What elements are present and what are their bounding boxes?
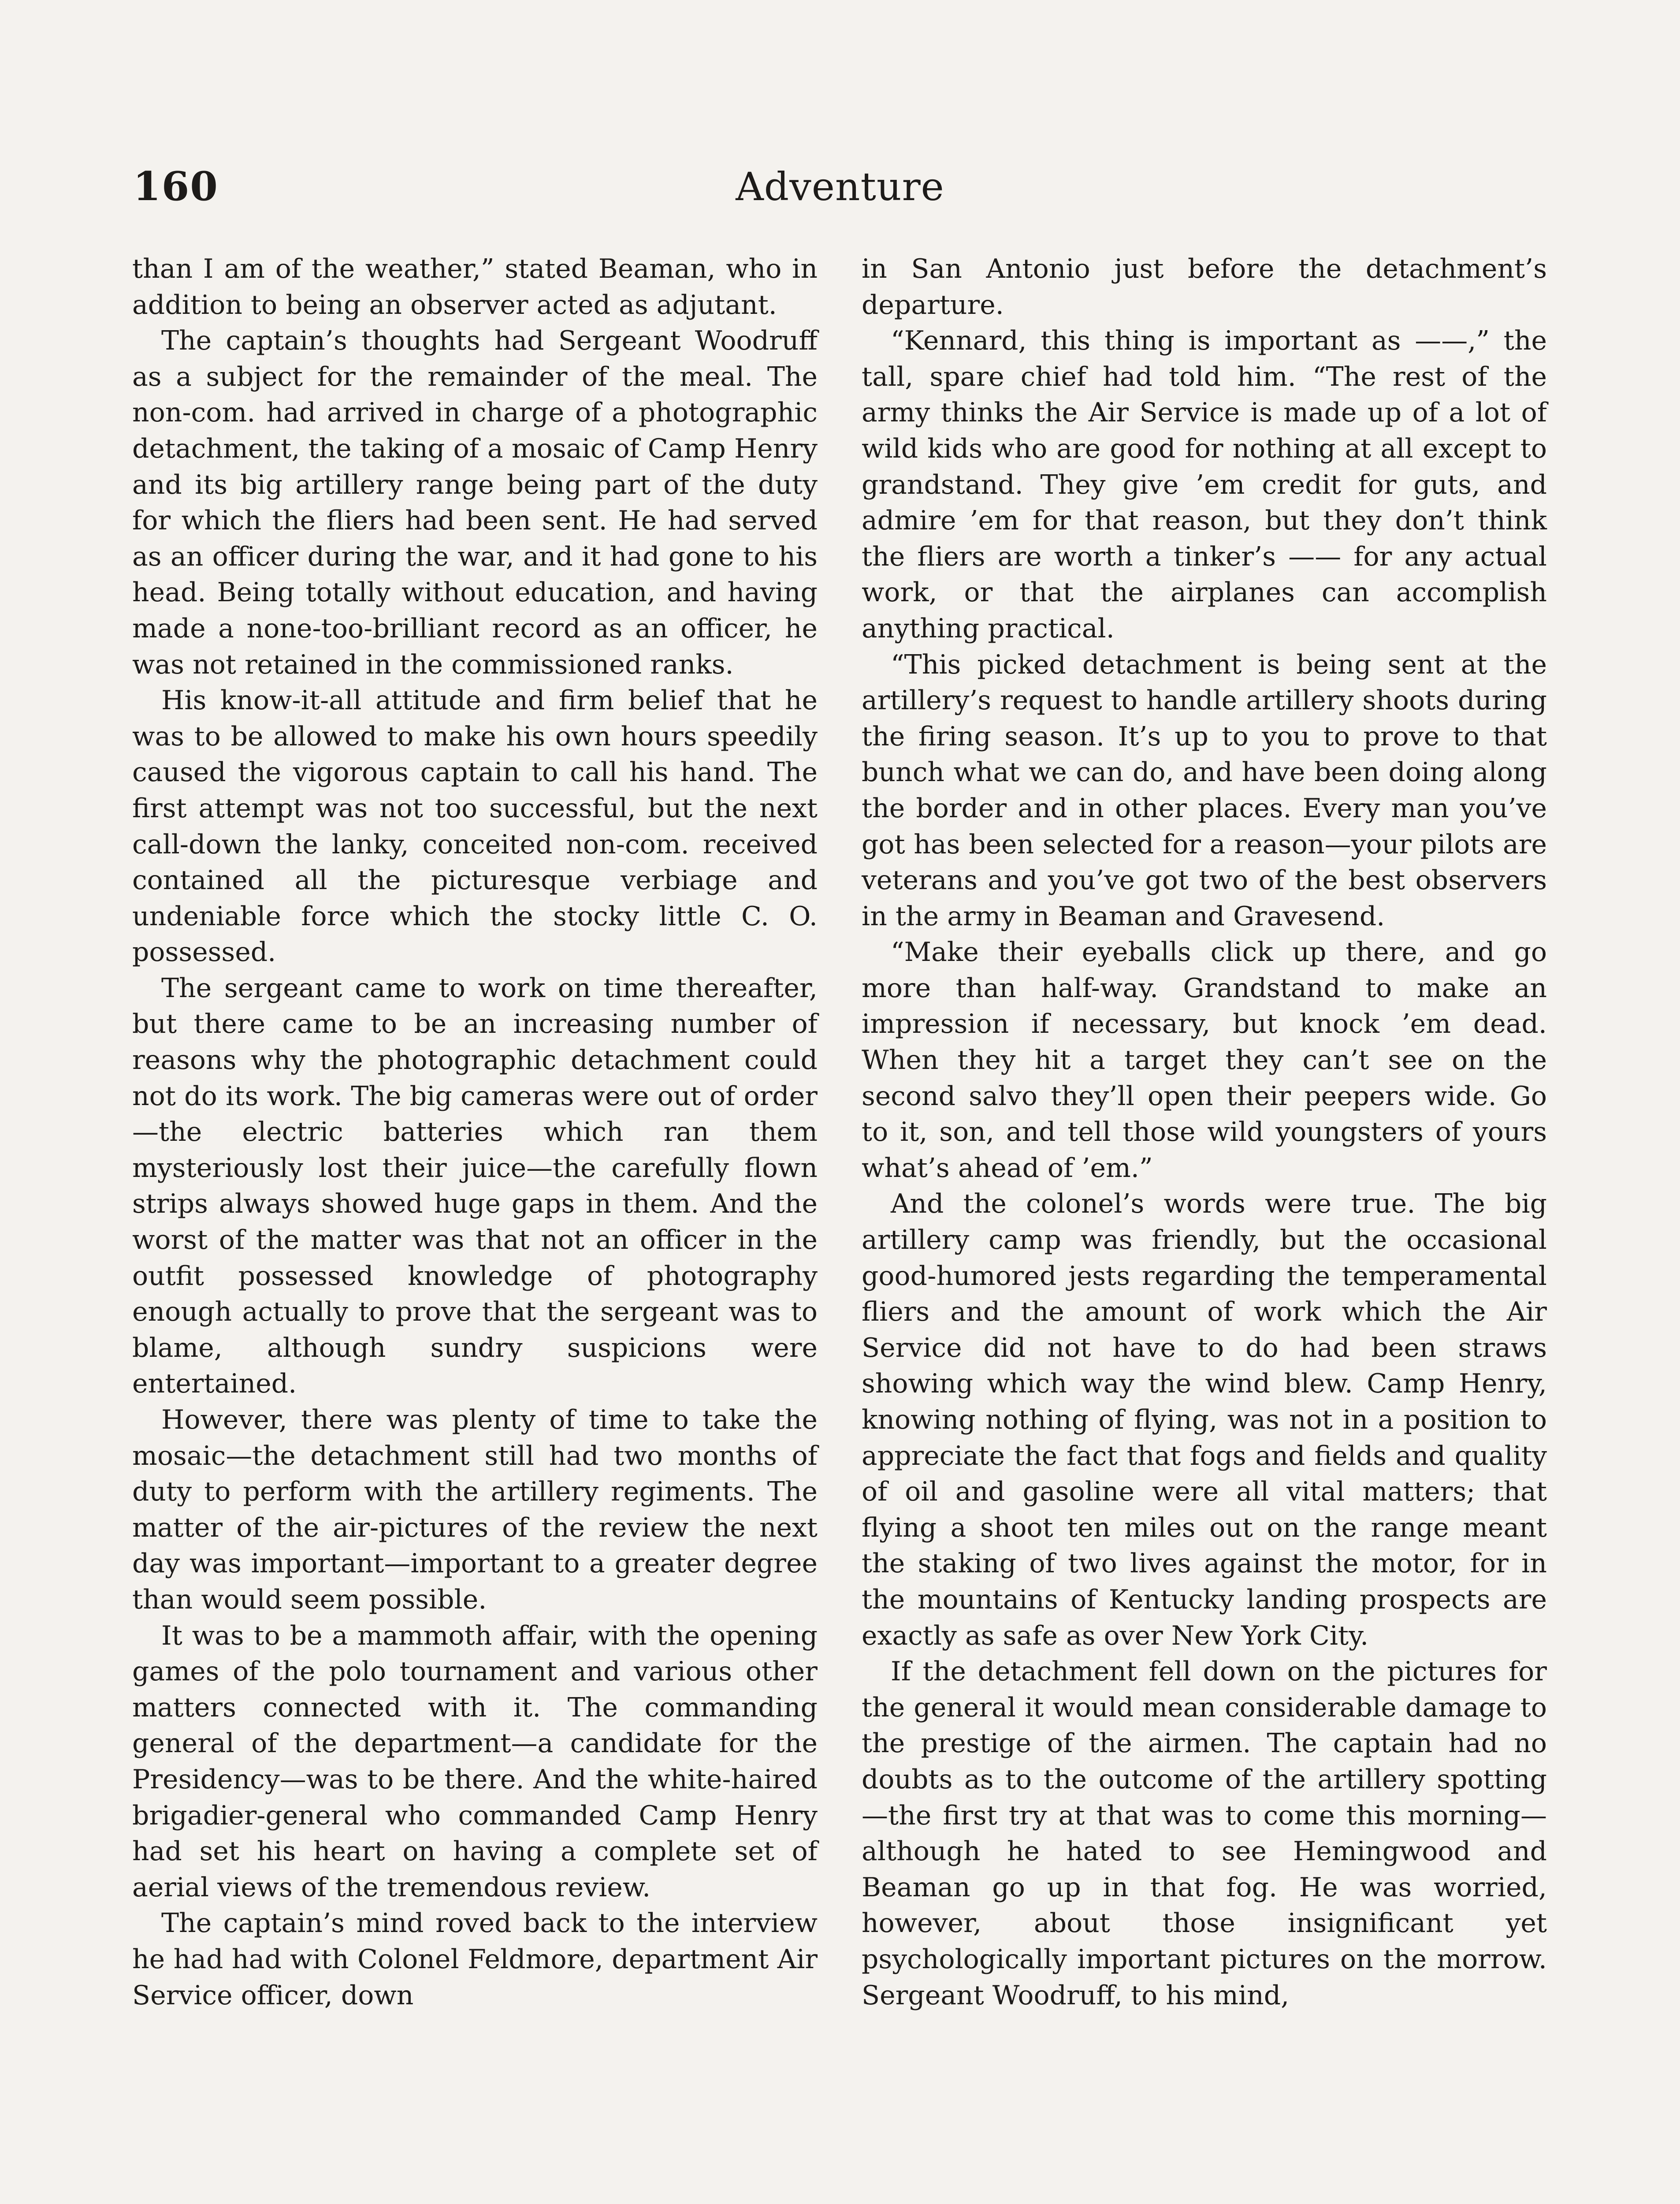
paragraph: If the detachment fell down on the pictures for the general it would mean considerable damage to the prestige of the airmen. The captain had no doubts as to the outcome of the artillery spotting—the first try at that was to come this morning—although he hated to see Hemingwood and Beaman go up in that fog. He was worried, however, about those insignificant yet psychologically important pictures on the morrow. Sergeant Woodruff, to his mind, [862,1656,1547,2011]
paragraph: It was to be a mammoth affair, with the opening games of the polo tournament and various other matters connected with it. The commanding general of the department—a candidate for the Presidency—was to be there. And the white-haired brigadier-general who commanded Camp Henry had set his heart on having a complete set of aerial views of the tremendous review. [132,1620,818,1903]
paragraph: The sergeant came to work on time thereafter, but there came to be an increasing number of reasons why the photographic detachment could not do its work. The big cameras were out of order—the electric batteries which ran them mysteriously lost their juice—the carefully flown strips always showed huge gaps in them. And the worst of the matter was that not an officer in the outfit possessed knowledge of photography enough actually to prove that the sergeant was to blame, although sundry suspicions were entertained. [132,972,818,1400]
paragraph: The captain’s mind roved back to the interview he had had with Colonel Feldmore, department Air Service officer, down [132,1908,818,2011]
paragraph: However, there was plenty of time to take the mosaic—the detachment still had two months of duty to perform with the artillery regiments. The matter of the air-pictures of the review the next day was important—important to a greater degree than would seem possible. [132,1404,818,1615]
text-column-left [132,251,818,2014]
paragraph: And the colonel’s words were true. The big artillery camp was friendly, but the occasional good-humored jests regarding the temperamental fliers and the amount of work which the Air Service did not have to do had been straws showing which way the wind blew. Camp Henry, knowing nothing of flying, was not in a position to appreciate the fact that fogs and fields and quality of oil and gasoline were all vital matters; that flying a shoot ten miles out on the range meant the staking of two lives against the motor, for in the mountains of Kentucky landing prospects are exactly as safe as over New York City. [862,1188,1547,1651]
paragraph: “Kennard, this thing is important as ——,” the tall, spare chief had told him. “The rest of the army thinks the Air Service is made up of a lot of wild kids who are good for nothing at all except to grandstand. They give ’em credit for guts, and admire ’em for that reason, but they don’t think the fliers are worth a tinker’s —— for any actual work, or that the airplanes can accomplish anything practical. [862,325,1547,644]
paragraph: in San Antonio just before the detachment’s departure. [862,253,1547,320]
paragraph: His know-it-all attitude and firm belief that he was to be allowed to make his own hours speedily caused the vigorous captain to call his hand. The first attempt was not too successful, but the next call-down the lanky, conceited non-com. received contained all the picturesque verbiage and undeniable force which the stocky little C. O. possessed. [132,685,818,968]
paragraph: “This picked detachment is being sent at the artillery’s request to handle artillery shoots during the firing season. It’s up to you to prove to that bunch what we can do, and have been doing along the border and in other places. Every man you’ve got has been selected for a reason—your pilots are veterans and you’ve got two of the best observers in the army in Beaman and Gravesend. [862,649,1547,932]
page-number: 160 [133,163,219,210]
text-column-right [862,251,1547,2014]
paragraph: “Make their eyeballs click up there, and go more than half-way. Grandstand to make an impression if necessary, but knock ’em dead. When they hit a target they can’t see on the second salvo they’ll open their peepers wide. Go to it, son, and tell those wild youngsters of yours what’s ahead of ’em.” [862,937,1547,1184]
paragraph: than I am of the weather,” stated Beaman, who in addition to being an observer acted as adjutant. [132,253,818,320]
running-head: Adventure [736,164,944,209]
paragraph: The captain’s thoughts had Sergeant Woodruff as a subject for the remainder of the meal. The non-com. had arrived in charge of a photographic detachment, the taking of a mosaic of Camp Henry and its big artillery range being part of the duty for which the fliers had been sent. He had served as an officer during the war, and it had gone to his head. Being totally without education, and having made a none-too-brilliant record as an officer, he was not retained in the commissioned ranks. [132,325,818,680]
